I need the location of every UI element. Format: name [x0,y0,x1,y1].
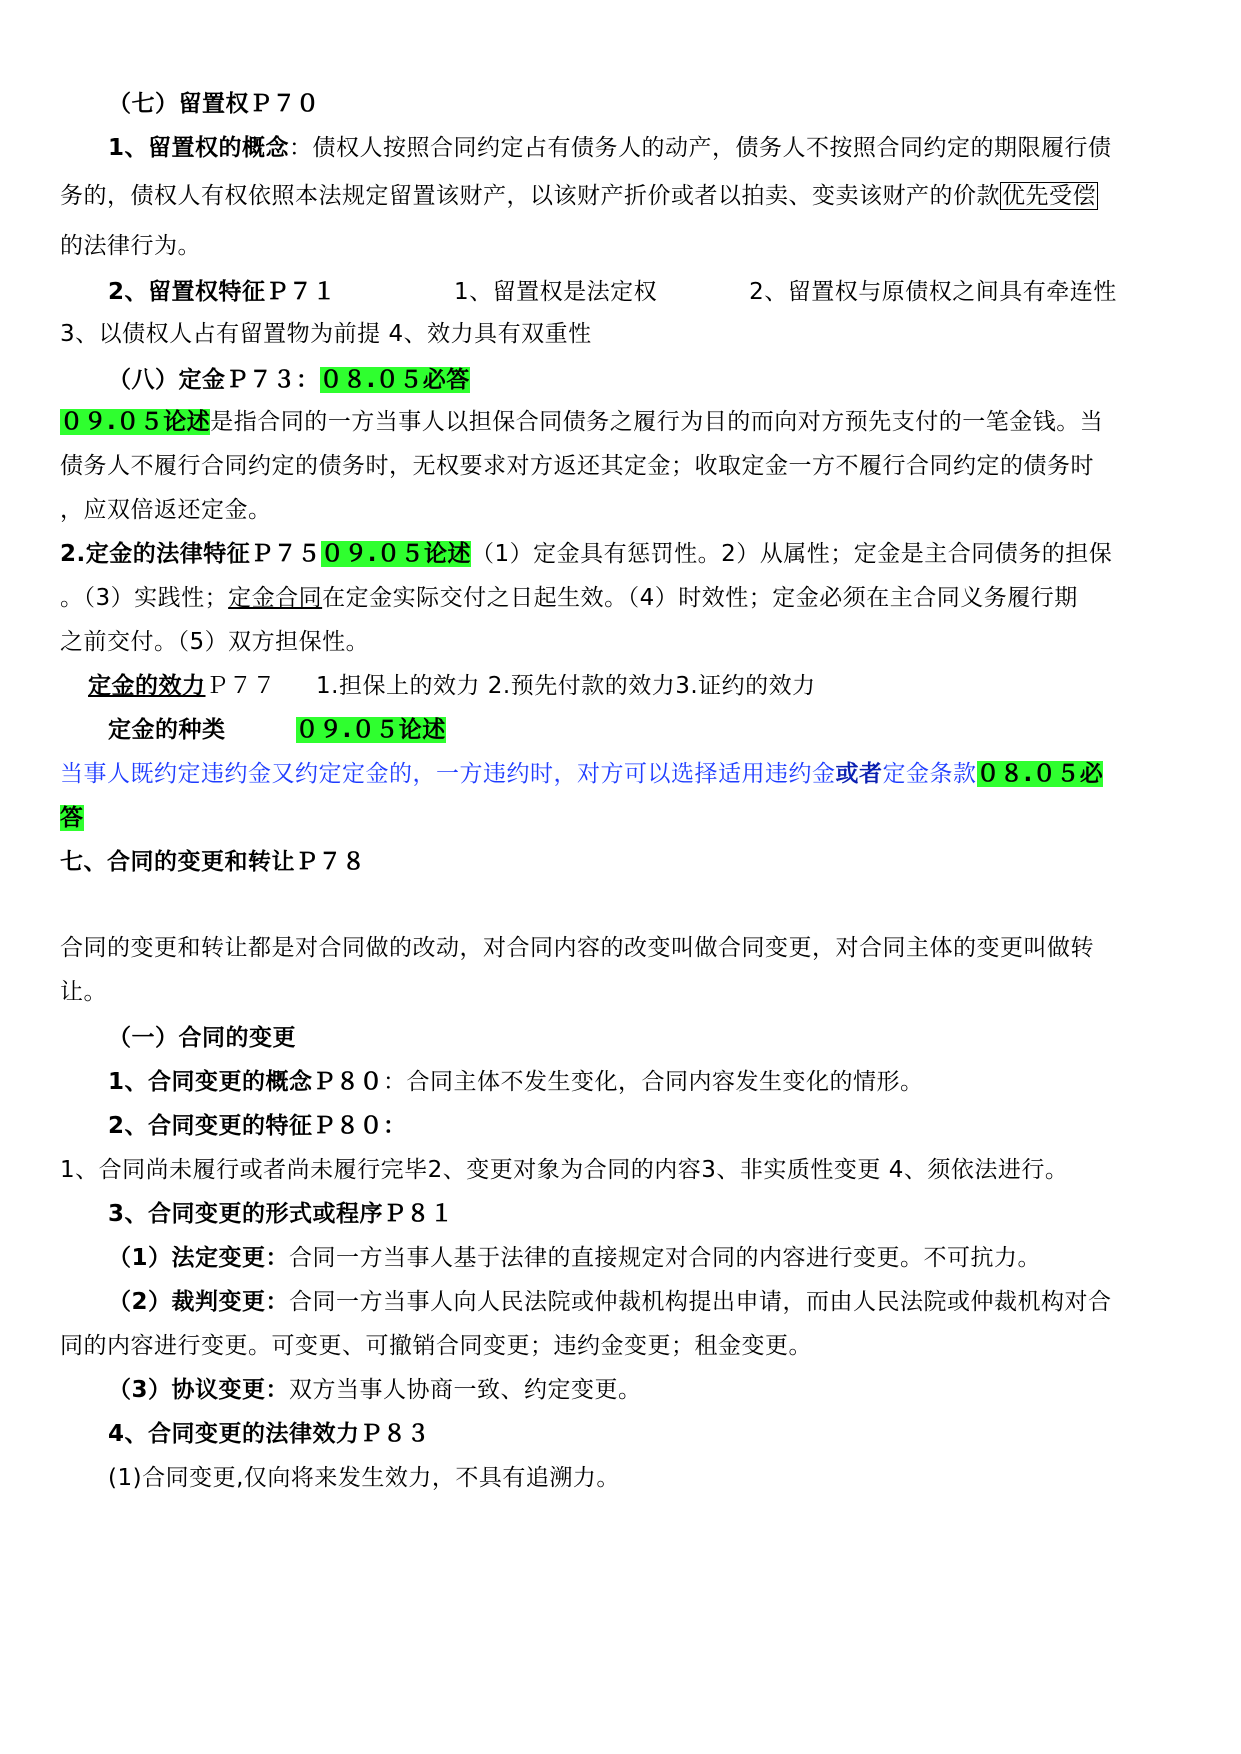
paragraph-line: 3、以债权人占有留置物为前提 4、效力具有双重性 [60,321,592,347]
paragraph-form-judicial [108,1286,1238,1318]
paragraph-line: 之前交付。（5）双方担保性。 [60,629,370,655]
paragraph-change-concept [108,1066,1238,1098]
heading-text: （八）定金Ｐ７３： [108,367,320,393]
chapter-heading-contract-change: 七、合同的变更和转让Ｐ７８ [60,849,366,875]
section-heading-lien: （七）留置权Ｐ７０ [108,91,320,117]
paragraph-intro: 合同的变更和转让都是对合同做的改动，对合同内容的改变叫做合同变更，对合同主体的变更叫做转 [60,935,1094,961]
paragraph-line [60,802,1190,834]
text: 1.担保上的效力 2.预先付款的效力3.证约的效力 [316,673,816,699]
section-heading-deposit [108,364,1238,396]
term-label: 2.定金的法律特征Ｐ７５ [60,541,321,567]
paragraph-line: 让。 [60,979,107,1005]
paragraph-lien-features [108,276,1238,308]
paragraph-deposit-types [108,714,1238,746]
exam-tag: 答 [60,805,84,831]
paragraph-line: 1、合同尚未履行或者尚未履行完毕2、变更对象为合同的内容3、非实质性变更 4、须依法进行。 [60,1157,1069,1183]
term-label: 1、留置权的概念 [108,135,290,161]
page-ref: Ｐ７７ [205,673,276,699]
text: 在定金实际交付之日起生效。（4）时效性；定金必须在主合同义务履行期 [322,585,1078,611]
paragraph-change-forms-label: 3、合同变更的形式或程序Ｐ８１ [108,1201,454,1227]
paragraph-line: ，应双倍返还定金。 [60,497,272,523]
paragraph-line: 的法律行为。 [60,233,201,259]
bold-term: 或者 [835,761,883,787]
text: 定金条款 [882,761,977,787]
paragraph-change-features-label: 2、合同变更的特征Ｐ８０： [108,1113,407,1139]
exam-tag: ０９.０５论述 [295,717,446,743]
text: 合同一方当事人基于法律的直接规定对合同的内容进行变更。不可抗力。 [289,1245,1042,1271]
term-label: （3）协议变更： [108,1377,290,1403]
text: 是指合同的一方当事人以担保合同债务之履行为目的而向对方预先支付的一笔金钱。当 [210,409,1104,435]
exam-tag: ０８.０５必 [976,761,1104,787]
boxed-term: 优先受偿 [1002,183,1096,209]
underlined-term: 定金合同 [228,585,323,611]
paragraph-line: 债务人不履行合同约定的债务时，无权要求对方返还其定金；收取定金一方不履行合同约定的债务时 [60,453,1094,479]
text: 务的，债权人有权依照本法规定留置该财产，以该财产折价或者以拍卖、变卖该财产的价款 [60,183,1000,209]
text: （1）定金具有惩罚性。2）从属性；定金是主合同债务的担保 [471,541,1113,567]
exam-tag: ０９.０５论述 [320,541,471,567]
term-label: 定金的种类 [108,717,226,743]
term-label: 1、合同变更的概念Ｐ８０ [108,1069,384,1095]
paragraph-change-effect-1: (1)合同变更,仅向将来发生效力，不具有追溯力。 [108,1465,620,1491]
paragraph-form-agreement [108,1374,1238,1406]
exam-tag: ０８.０５必答 [319,367,470,393]
text: ：债权人按照合同约定占有债务人的动产，债务人不按照合同约定的期限履行债 [289,135,1112,161]
exam-tag: ０９.０５论述 [60,409,211,435]
term-label: （1）法定变更： [108,1245,290,1271]
term-label: 定金的效力 [88,673,206,699]
text: 合同一方当事人向人民法院或仲裁机构提出申请，而由人民法院或仲裁机构对合 [289,1289,1112,1315]
paragraph-form-legal [108,1242,1238,1274]
text: 双方当事人协商一致、约定变更。 [289,1377,642,1403]
term-label: 2、留置权特征Ｐ７１ [108,279,337,305]
feature-item: 1、留置权是法定权 [454,279,658,305]
paragraph-lien-concept [108,132,1238,164]
feature-item: 2、留置权与原债权之间具有牵连性 [749,279,1117,305]
paragraph-penalty-choice [60,758,1190,790]
subsection-heading: （一）合同的变更 [108,1025,296,1051]
paragraph-line [60,582,1190,614]
term-label: （2）裁判变更： [108,1289,290,1315]
paragraph-change-effect-label: 4、合同变更的法律效力Ｐ８３ [108,1421,431,1447]
paragraph-line [60,180,1190,212]
text: 当事人既约定违约金又约定定金的，一方违约时，对方可以选择适用违约金 [60,761,836,787]
text: 。（3）实践性； [60,585,229,611]
paragraph-deposit-effect [88,670,1218,702]
paragraph-line: 同的内容进行变更。可变更、可撤销合同变更；违约金变更；租金变更。 [60,1333,812,1359]
paragraph-deposit-definition [60,406,1190,438]
text: ：合同主体不发生变化，合同内容发生变化的情形。 [383,1069,924,1095]
paragraph-deposit-features [60,538,1190,570]
